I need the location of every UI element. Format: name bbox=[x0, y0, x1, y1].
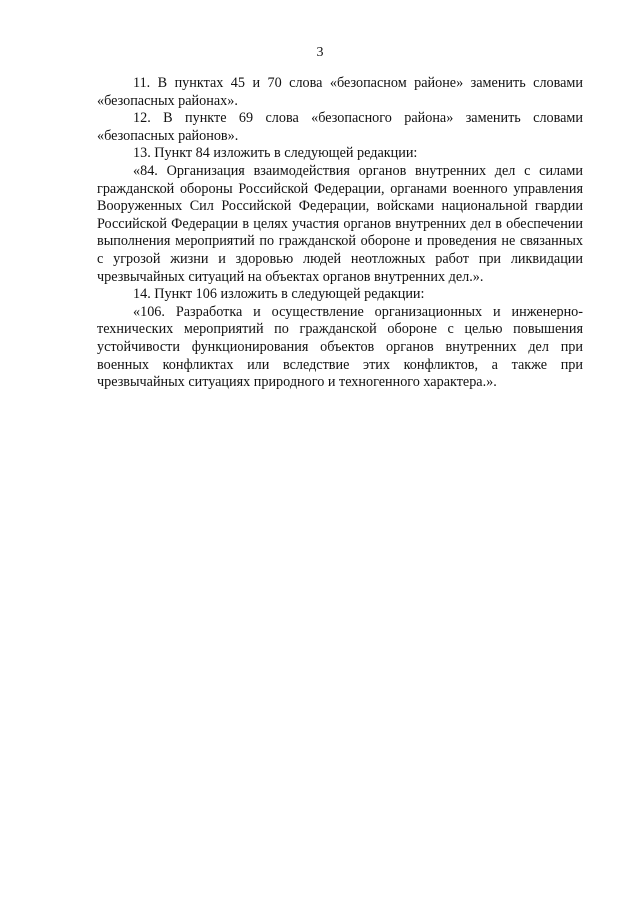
paragraph-item-14: 14. Пункт 106 изложить в следующей редакции: bbox=[133, 286, 425, 303]
document-body bbox=[97, 75, 583, 392]
page-number: 3 bbox=[316, 45, 324, 60]
paragraph-point-106-text: «106. Разработка и осуществление организационных и инженерно-технических мероприятий по гражданской обороне с целью повышения устойчивости функционирования объектов органов внутренних дел при военных конфликтах или вследствие этих конфликтов, а также при чрезвычайных ситуациях природного и техногенного характера.». bbox=[97, 303, 583, 391]
paragraph-item-13: 13. Пункт 84 изложить в следующей редакции: bbox=[133, 145, 418, 162]
paragraph-point-84-text: «84. Организация взаимодействия органов внутренних дел с силами гражданской обороны Российской Федерации, органами военного управления Вооруженных Сил Российской Федерации, войсками национальной гвардии Российской Федерации в целях участия органов внутренних дел в обеспечении выполнения мероприятий по гражданской обороне и проведения не связанных с угрозой жизни и здоровью людей неотложных работ при ликвидации чрезвычайных ситуаций на объектах органов внутренних дел.». bbox=[97, 162, 583, 285]
paragraph-item-11: 11. В пунктах 45 и 70 слова «безопасном районе» заменить словами «безопасных районах». bbox=[97, 75, 583, 109]
paragraph-item-12: 12. В пункте 69 слова «безопасного района» заменить словами «безопасных районов». bbox=[97, 110, 583, 144]
